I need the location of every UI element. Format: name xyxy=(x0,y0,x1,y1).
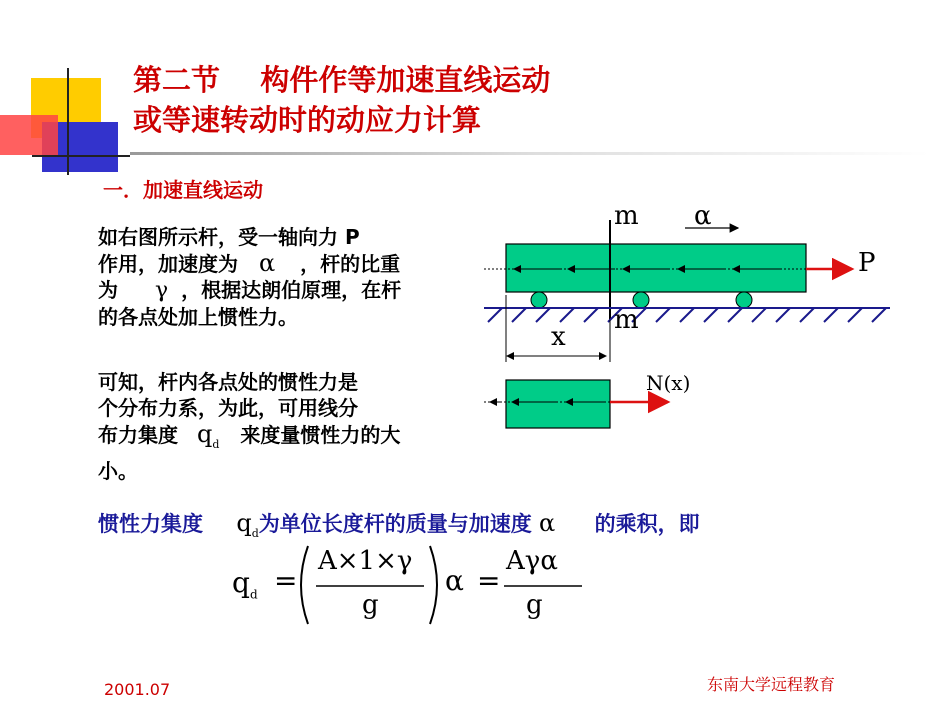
formula-alpha: α xyxy=(445,564,464,597)
formula-eq1: = xyxy=(274,564,298,597)
label-x: x xyxy=(551,322,566,352)
slide-title-line1: 第二节 构件作等加速直线运动 xyxy=(133,63,551,97)
footer-org: 东南大学远程教育 xyxy=(707,675,836,694)
rod-segment xyxy=(506,380,610,428)
d-subscript: d xyxy=(212,437,220,451)
para2-line3a: 布力集度 xyxy=(98,423,178,447)
para1-line4: 的各点处加上惯性力。 xyxy=(98,305,298,329)
section-heading: 一．加速直线运动 xyxy=(103,178,263,202)
left-paren xyxy=(301,546,308,624)
para1-line2 xyxy=(98,250,498,277)
formula-denominator1: g xyxy=(362,590,379,620)
red-square xyxy=(0,115,58,155)
formula-eq2: = xyxy=(477,564,501,597)
label-n: N(x) xyxy=(646,371,691,395)
paragraph-2 xyxy=(98,369,478,484)
q-letter: q xyxy=(196,420,213,448)
paragraph-1 xyxy=(98,224,498,330)
ground-hatch xyxy=(488,308,886,322)
rod-diagram xyxy=(480,200,910,440)
para1-line2a: 作用，加速度为 xyxy=(98,252,238,276)
formula-q-letter: q xyxy=(232,566,250,599)
label-m-top: m xyxy=(614,201,639,231)
corner-decoration xyxy=(0,60,130,180)
formula-denominator2: g xyxy=(526,590,543,620)
rod-body xyxy=(506,244,806,292)
slide-title-line2: 或等速转动时的动应力计算 xyxy=(133,103,482,137)
wheel xyxy=(531,292,547,308)
para1-line3a: 为 xyxy=(98,278,118,302)
q-symbol xyxy=(196,420,220,451)
para1-line1: 如右图所示杆，受一轴向力 P xyxy=(98,225,360,249)
statement-part2: 为单位长度杆的质量与加速度 xyxy=(258,512,532,536)
formula xyxy=(232,540,592,630)
q-letter: q xyxy=(236,509,252,537)
para2-line3b: 来度量惯性力的大 xyxy=(240,423,401,447)
formula-numerator1: A×1×γ xyxy=(318,546,413,576)
para2-line1: 可知，杆内各点处的惯性力是 xyxy=(98,370,358,394)
label-alpha: α xyxy=(694,201,712,231)
header-rule xyxy=(130,152,930,155)
alpha-symbol-2: α xyxy=(539,509,556,537)
statement-line xyxy=(98,508,700,540)
statement-part3: 的乘积，即 xyxy=(594,512,700,536)
para1-line3 xyxy=(98,277,498,304)
label-p: P xyxy=(858,248,876,278)
wheel xyxy=(736,292,752,308)
d-subscript: d xyxy=(251,526,259,540)
para1-line2b: ，杆的比重 xyxy=(300,252,401,276)
para2-line3 xyxy=(98,421,478,458)
statement-part1: 惯性力集度 xyxy=(98,512,203,536)
formula-bar2 xyxy=(502,540,592,630)
footer-date: 2001.07 xyxy=(104,680,171,699)
formula-q xyxy=(232,566,258,602)
label-m-bottom: m xyxy=(614,305,639,335)
q-symbol-2 xyxy=(236,509,259,540)
formula-d-subscript: d xyxy=(249,587,258,602)
gamma-symbol: γ xyxy=(154,278,169,303)
formula-numerator2: Aγα xyxy=(506,546,558,576)
right-paren xyxy=(430,546,437,624)
para2-line2: 个分布力系，为此，可用线分 xyxy=(98,396,358,420)
para1-line3b: ，根据达朗伯原理，在杆 xyxy=(181,278,402,302)
para2-line4: 小。 xyxy=(98,458,138,483)
alpha-symbol: α xyxy=(258,249,276,277)
